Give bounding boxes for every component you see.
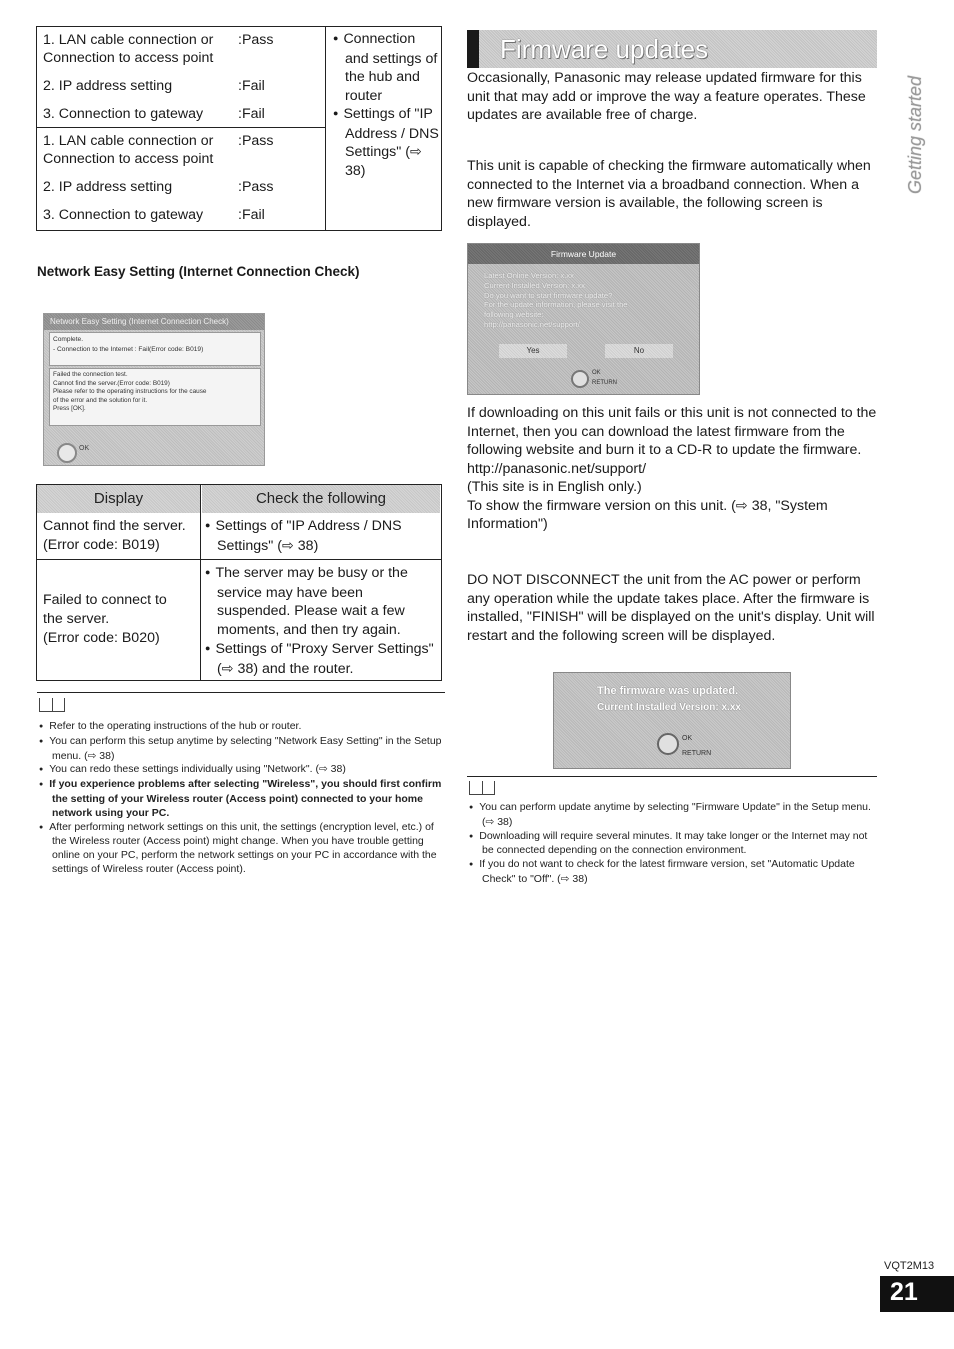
status-label: 3. Connection to gateway	[43, 106, 204, 122]
page-number: 21	[890, 1278, 918, 1306]
current-version: Current Installed Version: x.xx	[597, 702, 741, 713]
message-line: Failed the connection test.	[53, 371, 128, 378]
screen-title: Network Easy Setting (Internet Connection Check)	[44, 314, 264, 330]
screen-line: For the update information, please visit the	[484, 300, 628, 310]
remote-ok-icon	[571, 370, 589, 388]
firmware-update-screen	[467, 243, 700, 395]
ok-label: OK	[592, 370, 601, 376]
display-line: (Error code: B019)	[43, 537, 160, 553]
status-result: :Pass	[238, 179, 274, 195]
screen-line: following website:	[484, 310, 544, 320]
message-line: Cannot find the server.(Error code: B019)	[53, 379, 170, 387]
status-label: 2. IP address setting	[43, 78, 173, 94]
note-item: ● You can perform update anytime by selecting "Firmware Update" in the Setup menu. (⇨ 38)	[469, 801, 879, 830]
ok-label: OK	[79, 445, 90, 452]
display-line: (Error code: B020)	[43, 630, 160, 646]
status-label: 2. IP address setting	[43, 179, 173, 195]
status-result: :Fail	[238, 78, 265, 94]
check-cell	[205, 564, 440, 678]
result-box	[49, 332, 261, 366]
status-note: ● Connection and settings of the hub and router	[333, 30, 441, 105]
check-item: ● Settings of "IP Address / DNS Settings" (⇨ 38)	[205, 517, 440, 555]
section-subheading: Network Easy Setting (Internet Connection Check)	[37, 264, 360, 279]
status-label: 1. LAN cable connection or Connection to access point	[43, 133, 214, 167]
remote-ok-icon	[57, 443, 77, 463]
status-result: :Pass	[238, 32, 274, 48]
download-paragraph	[467, 404, 879, 534]
download-text: If downloading on this unit fails or this unit is not connected to the Internet, then you can download the latest firmware from the following website and burn it to a CD-R to update the firmware.	[467, 405, 877, 458]
check-cell	[205, 517, 440, 555]
notes-section-right	[467, 776, 877, 885]
error-display-table	[36, 484, 442, 681]
note-item: ● Downloading will require several minutes. It may take longer or the Internet may not be connected depending on the connection environment.	[469, 830, 879, 859]
display-line: the server.	[43, 611, 110, 627]
update-complete-screen	[553, 672, 791, 769]
message-line: Press [OK].	[53, 405, 86, 413]
check-item: ● Settings of "Proxy Server Settings" (⇨ 38) and the router.	[205, 640, 440, 678]
status-group-2	[37, 127, 326, 230]
status-result: :Fail	[238, 106, 265, 122]
show-version-text: To show the firmware version on this unit. (⇨ 38, "System Information")	[467, 497, 828, 532]
connection-status-table	[36, 26, 442, 231]
warning-paragraph: DO NOT DISCONNECT the unit from the AC power or perform any operation while the update takes place. After the firmware is installed, "FINISH" will be displayed on the unit's display. Unit will restart and the following screen will be displayed.	[467, 572, 875, 644]
message-box	[49, 368, 261, 426]
message-line: Please refer to the operating instructions for the cause	[53, 388, 207, 396]
memo-book-icon	[469, 781, 495, 795]
return-label: RETURN	[682, 750, 712, 757]
column-header-check: Check the following	[202, 485, 440, 513]
result-line: Complete.	[53, 336, 84, 343]
status-label: 1. LAN cable connection or Connection to access point	[43, 32, 214, 66]
no-button[interactable]: No	[605, 344, 673, 358]
network-check-screen	[43, 313, 265, 466]
column-header-display: Display	[37, 485, 200, 513]
message-line: of the error and the solution for it.	[53, 396, 148, 404]
display-line: Cannot find the server.	[43, 518, 186, 534]
complete-message: The firmware was updated.	[597, 685, 739, 697]
page-title: Firmware updates	[500, 34, 709, 64]
screen-line: http://panasonic.net/support/	[484, 319, 580, 329]
chapter-side-tab	[905, 68, 951, 198]
check-item: ● The server may be busy or the service may have been suspended. Please wait a few moments, and then try again.	[205, 564, 440, 640]
status-notes	[333, 30, 441, 180]
note-item-bold: If you experience problems after selecting "Wireless", you should first confirm the setting of your Wireless router (Access point) connected to your home network using your PC.	[49, 778, 442, 819]
note-item: ● After performing network settings on this unit, the settings (encryption level, etc.) of the Wireless router (Access point) might change. When you have trouble getting online on your PC, perform the network settings on your PC in accordance with the settings of Wireless router (Access point).	[39, 821, 447, 877]
return-label: RETURN	[592, 380, 617, 386]
note-item: ● You can redo these settings individually using "Network". (⇨ 38)	[39, 763, 447, 778]
intro-paragraph: Occasionally, Panasonic may release updated firmware for this unit that may add or improve the way a feature operates. These updates are available free of charge.	[467, 70, 866, 123]
notes-section-left	[37, 692, 445, 875]
page-number-box	[880, 1276, 954, 1312]
yes-button[interactable]: Yes	[499, 344, 567, 358]
memo-book-icon	[39, 698, 65, 712]
note-item: ● If you do not want to check for the latest firmware version, set "Automatic Update Check" to "Off". (⇨ 38)	[469, 858, 879, 887]
ok-label: OK	[682, 735, 693, 742]
screen-line: Do you want to start firmware update?	[484, 290, 613, 300]
result-line: - Connection to the Internet : Fail(Error code: B019)	[53, 346, 204, 353]
status-label: 3. Connection to gateway	[43, 207, 204, 223]
note-item: ● You can perform this setup anytime by selecting "Network Easy Setting" in the Setup menu. (⇨ 38)	[39, 735, 447, 764]
remote-ok-icon	[657, 733, 679, 755]
status-result: :Pass	[238, 133, 274, 149]
screen-line: Latest Online Version: x.xx	[484, 271, 574, 280]
status-note: ● Settings of "IP Address / DNS Settings" (⇨ 38)	[333, 105, 441, 180]
screen-body	[484, 271, 628, 330]
firmware-title-banner	[467, 30, 877, 68]
notes-list	[469, 801, 879, 887]
display-cell	[43, 517, 203, 555]
english-only-note: (This site is in English only.)	[467, 479, 642, 495]
display-line: Failed to connect to	[43, 592, 167, 608]
status-result: :Fail	[238, 207, 265, 223]
model-code: VQT2M13	[884, 1260, 935, 1272]
status-group-1	[37, 27, 326, 127]
display-cell	[43, 591, 203, 648]
screen-line: Current Installed Version: x.xx	[484, 280, 585, 290]
notes-list	[39, 720, 447, 877]
note-item: ● Refer to the operating instructions of the hub or router.	[39, 720, 447, 735]
screen-title: Firmware Update	[468, 244, 699, 264]
support-url: http://panasonic.net/support/	[467, 460, 647, 477]
chapter-label: Getting started	[905, 75, 925, 194]
auto-check-paragraph: This unit is capable of checking the firmware automatically when connected to the Internet via a broadband connection. When a new firmware version is available, the following screen is displayed.	[467, 158, 871, 230]
